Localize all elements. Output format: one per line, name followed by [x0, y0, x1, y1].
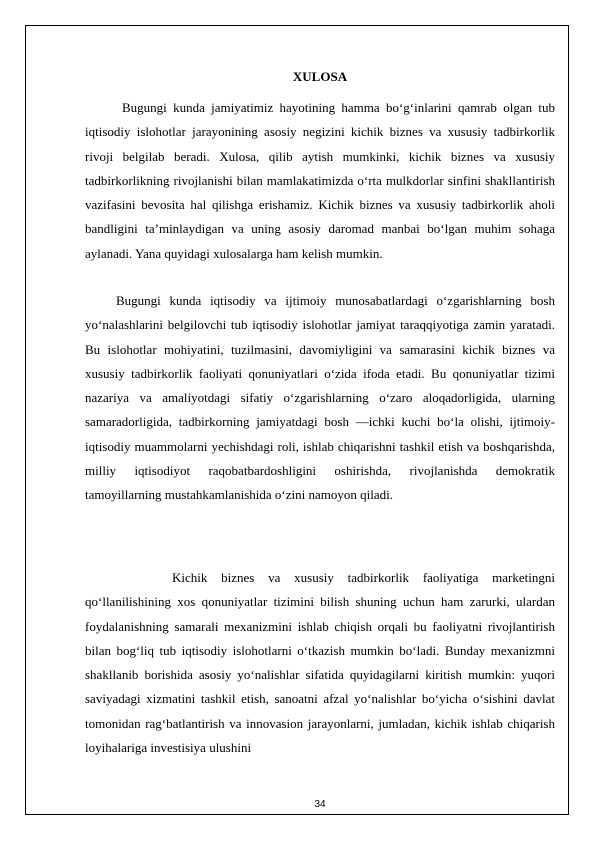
paragraph-3: Kichik biznes va xususiy tadbirkorlik faoliyatiga marketingni qo‘llanilishining xos qonuniyatlar tizimini bilish shuning uchun ham zarurki, ulardan foydalanishning samarali mexanizmini ishlab chiqish orqali bu faoliyatni rivojlantirish bilan bog‘liq tub iqtisodiy islohotlarni o‘tkazish mumkin bo‘ladi. Bunday mexanizmni shakllanib borishida asosiy yo‘nalishlar sifatida quyidagilarni kiritish mumkin: yuqori saviyadagi xizmatini tashkil etish, sanoatni afzal yo‘nalishlar bo‘yicha o‘sishini davlat tomonidan rag‘batlantirish va innovasion jarayonlarni, jumladan, kichik ishlab chiqarish loyihalariga investisiya ulushini — [85, 570, 555, 756]
paragraph-2: Bugungi kunda iqtisodiy va ijtimoiy munosabatlardagi o‘zgarishlarning bosh yo‘nalashlarini belgilovchi tub iqtisodiy islohotlar jamiyat taraqqiyotiga zamin yaratadi. Bu islohotlar mohiyatini, tuzilmasini, davomiyligini va samarasini kichik biznes va xususiy tadbirkorlik faoliyati qonuniyatlari o‘zida ifoda etadi. Bu qonuniyatlar tizimi nazariya va amaliyotdagi sifatiy o‘zgarishlarning o‘zaro aloqadorligida, ularning samaradorligida, tadbirkorning jamiyatdagi bosh —ichki kuchi bo‘la olishi, ijtimoiy-iqtisodiy muammolarni yechishdagi roli, ishlab chiqarishni tashkil etish va boshqarishda, milliy iqtisodiyot raqobatbardoshligini oshirishda, rivojlanishda demokratik tamoyillarning mustahkamlanishida o‘zini namoyon qiladi. — [85, 293, 555, 503]
section-heading: XULOSA — [292, 69, 348, 84]
paragraph-1: Bugungi kunda jamiyatimiz hayotining hamma bo‘g‘inlarini qamrab olgan tub iqtisodiy islohotlar jarayonining asosiy negizini kichik biznes va xususiy tadbirkorlik rivoji belgilab beradi. Xulosa, qilib aytish mumkinki, kichik biznes va xususiy tadbirkorlikning rivojlanishi bilan mamlakatimizda o‘rta mulkdorlar sinfini shakllantirish vazifasini bevosita hal qilishga erishamiz. Kichik biznes va xususiy tadbirkorlik aholi bandligini ta’minlaydigan va uning asosiy daromad manbai bo‘lgan muhim sohaga aylanadi. Yana quyidagi xulosalarga ham kelish mumkin. — [85, 100, 555, 261]
page-number: 34 — [314, 799, 326, 810]
